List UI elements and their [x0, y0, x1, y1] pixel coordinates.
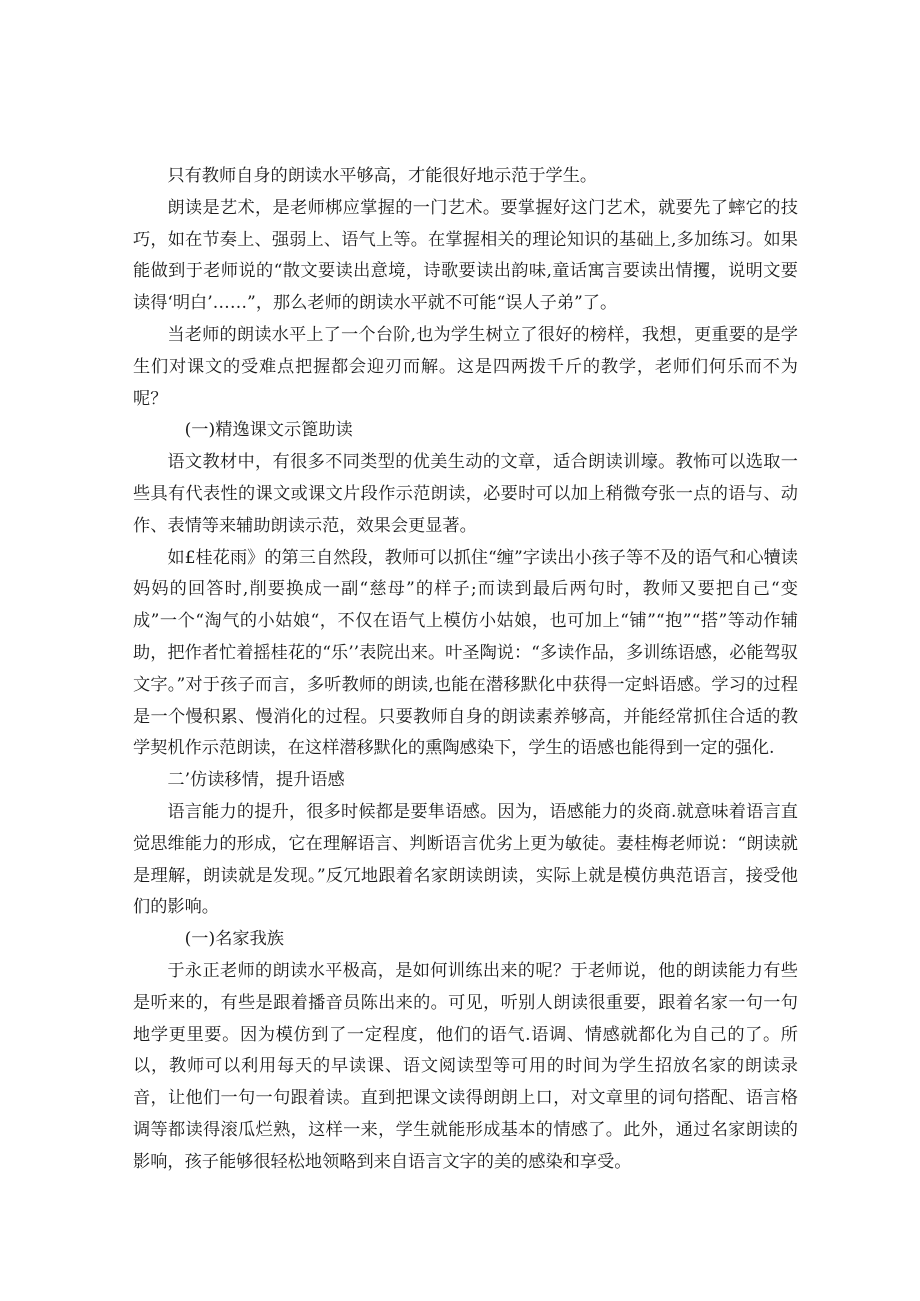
section-subheading: (一)名家我族: [184, 929, 284, 950]
paragraph: 如£桂花雨》的第三自然段，教师可以抓住“缠”字读出小孩子等不及的语气和心犢读妈妈的回答时,削要换成一副“慈母”的样子;而读到最后两句时，教师又要把自己“变成”一个“淘气的小姑娘“，不仅在语气上模仿小姑娘，也可加上“铺”“抱”“搭”等动作辅助，把作者忙着摇桂花的“乐’’表院出来。叶圣陶说：“多读作品，多训练语感，必能驾驭文字。”对于孩子而言，多听教师的朗读,也能在潜移默化中获得一定蚪语感。学习的过程是一个慢积累、慢消化的过程。只要教师自身的朗读素养够高，并能经常抓住合适的教学契机作示范朗读，在这样潜移默化的熏陶感染下，学生的语感也能得到一定的强化.: [133, 547, 798, 759]
document-body: [133, 161, 798, 1179]
paragraph: 只有教师自身的朗读水平够高，才能很好地示范于学生。: [167, 166, 598, 186]
paragraph: 语言能力的提升，很多时候都是要隼语感。因为，语感能力的炎商.就意味着语言直觉思维能力的形成，它在理解语言、判断语言优劣上更为敏徒。妻桂梅老师说：“朗读就是理解，朗读就是发现。”反冗地跟着名家朗读朗读，实际上就是模仿典范语言，接受他们的影响。: [133, 801, 798, 918]
section-subheading: (一)精逸课文示篦助读: [184, 420, 353, 441]
paragraph: 于永正老师的朗读水平极高，是如何训练出来的呢？于老师说，他的朗读能力有些是听来的，有些是跟着播音员陈出来的。可见，听别人朗读很重要，跟着名家一句一句地学更里要。因为模仿到了一定程度，他们的语气.语调、情感就都化为自己的了。所以，教师可以利用每天的早读课、语文阅读型等可用的时间为学生招放名家的朗读录音，让他们一句一句跟着读。直到把课文读得朗朗上口，对文章里的词句搭配、语言格调等都读得滚瓜烂熟，这样一来，学生就能形成基本的情感了。此外，通过名家朗读的影响，孩子能够很轻松地领略到来自语言文字的美的感染和享受。: [133, 960, 798, 1172]
section-heading: 二’仿读移情，提升语感: [167, 770, 345, 791]
paragraph: 语文教材中，有很多不同类型的优美生动的文章，适合朗读训壕。教怖可以选取一些具有代表性的课文或课文片段作示范朗读，必要时可以加上稍微夸张一点的语与、动作、表情等来辅助朗读示范，效果会更显著。: [133, 452, 798, 536]
paragraph: 当老师的朗读水平上了一个台阶,也为学生树立了很好的榜样，我想，更重要的是学生们对课文的受难点把握都会迎刃而解。这是四两拨千斤的教学，老师们何乐而不为呢？: [133, 324, 798, 409]
paragraph: 朗读是艺术，是老师梆应掌握的一门艺术。要掌握好这门艺术，就要先了蟀它的技巧，如在节奏上、强弱上、语气上等。在掌握相关的理论知识的基础上,多加练习。如果能做到于老师说的“散文要读出意境，诗歌要读出韵味,童话寓言要读出情攫，说明文要读得‘明白’……”，那么老师的朗读水平就不可能“误人子弟”了。: [133, 197, 798, 314]
